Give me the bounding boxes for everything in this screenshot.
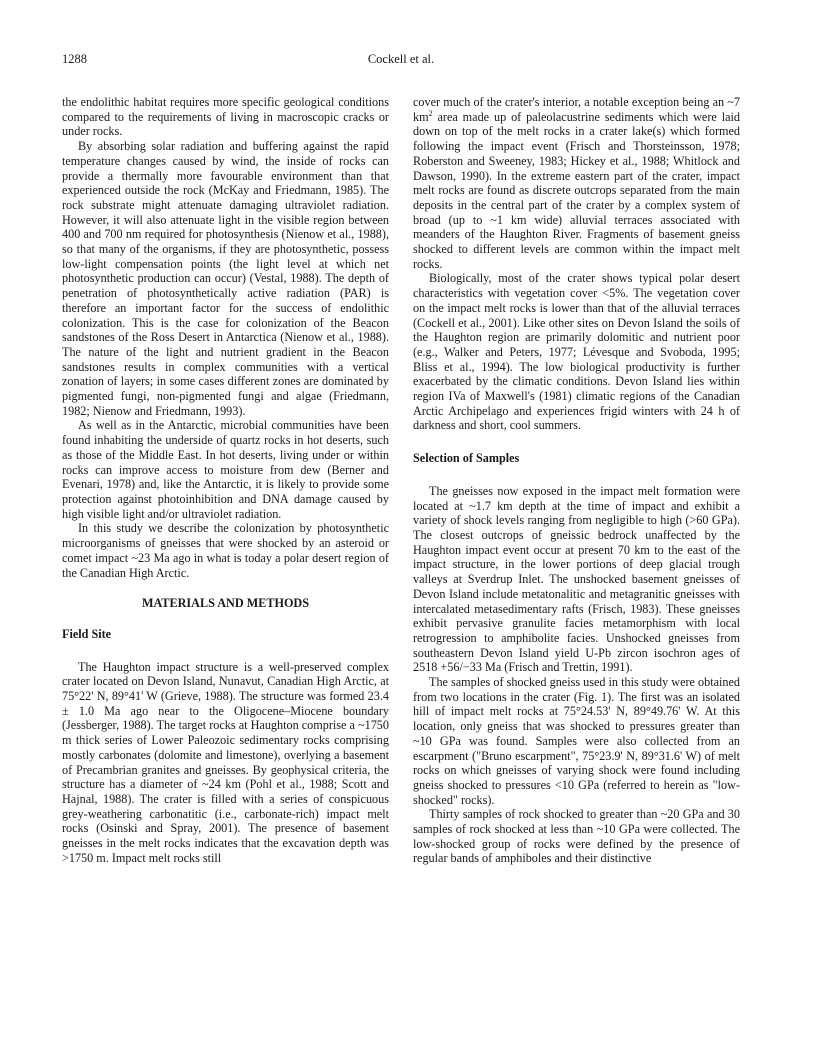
page-number: 1288: [62, 52, 87, 66]
subsection-heading: Selection of Samples: [413, 451, 520, 466]
paragraph: As well as in the Antarctic, microbial communities have been found inhabiting the underside of quartz rocks in hot deserts, such as those of the Middle East. In hot deserts, living under or within rocks can improve access to moisture from dew (Berner and Evenari, 1978) and, like the Antarctic, it is likely to provide some protection against photoinhibition and DNA damage caused by high visible light and/or ultraviolet radiation.: [62, 418, 389, 521]
right-column: [413, 95, 740, 866]
page-header: [62, 52, 740, 70]
paragraph: The gneisses now exposed in the impact melt formation were located at ~1.7 km depth at the time of impact and exhibit a variety of shock levels ranging from negligible to high (>60 GPa). The closest outcrops of gneissic bedrock unaffected by the Haughton impact event occur at present 70 km to the east of the impact structure, in the lower portions of deep glacial trough valleys at Sverdrup Inlet. The unshocked basement gneisses of Devon Island include metatonalitic and metagranitic gneisses with intercalated metasedimentary rafts (Frisch, 1983). These gneisses exhibit pervasive granulite facies metamorphism with local retrogression to amphibolite facies. Unshocked gneisses from southeastern Devon Island yield U-Pb zircon isochron ages of 2518 +56/−33 Ma (Frisch and Trettin, 1991).: [413, 483, 740, 675]
superscript: 2: [428, 108, 433, 118]
paragraph: The Haughton impact structure is a well-preserved complex crater located on Devon Island, Nunavut, Canadian High Arctic, at 75°22' N, 89°41' W (Grieve, 1988). The structure was formed 23.4 ± 1.0 Ma ago near to the Oligocene–Miocene boundary (Jessberger, 1988). The target rocks at Haughton comprise a ~1750 m thick series of Lower Paleozoic sedimentary rocks comprising mostly carbonates (dolomite and limestone), overlying a basement of Precambrian granites and gneisses. By geophysical criteria, the structure has a diameter of ~24 km (Pohl et al., 1988; Scott and Hajnal, 1988). The crater is filled with a series of conspicuous grey-weathering carbonatitic (i.e., carbonate-rich) impact melt rocks (Osinski and Spray, 2001). The presence of basement gneisses in the melt rocks indicates that the excavation depth was >1750 m. Impact melt rocks still: [62, 659, 389, 865]
paragraph: Biologically, most of the crater shows typical polar desert characteristics with vegetation cover <5%. The vegetation cover on the impact melt rocks is lower than that of the alluvial terraces (Cockell et al., 2001). Like other sites on Devon Island the soils of the Haughton region are primarily dolomitic and nutrient poor (e.g., Walker and Peters, 1977; Lévesque and Svoboda, 1995; Bliss et al., 1994). The low biological productivity is further exacerbated by the climatic conditions. Devon Island lies within region IVa of Maxwell's (1981) climatic regions of the Canadian Arctic Archipelago and experiences frigid winters with 24 h of darkness and short, cool summers.: [413, 271, 740, 433]
paragraph: Thirty samples of rock shocked to greater than ~20 GPa and 30 samples of rock shocked at less than ~10 GPa were collected. The low-shocked group of rocks were defined by the presence of regular bands of amphiboles and their distinctive: [413, 807, 740, 866]
running-title: Cockell et al.: [367, 52, 435, 66]
paragraph-text: cover much of the crater's interior, a notable exception being an ~7 km: [413, 95, 740, 124]
section-heading: MATERIALS AND METHODS: [141, 596, 310, 611]
left-column: [62, 95, 389, 865]
subsection-heading: Field Site: [62, 626, 112, 641]
paragraph: The samples of shocked gneiss used in this study were obtained from two locations in the crater (Fig. 1). The first was an isolated hill of impact melt rocks at 75°24.53' N, 89°49.76' W. At this location, only gneiss that was shocked to pressures greater than ~10 GPa was found. Samples were also collected from an escarpment ("Bruno escarpment", 75°23.9' N, 89°31.6' W) of melt rocks on which gneisses of varying shock were found including gneiss shocked to pressures <10 GPa (referred to herein as "low-shocked" rocks).: [413, 675, 740, 807]
paragraph: [413, 95, 740, 271]
paragraph: the endolithic habitat requires more specific geological conditions compared to the requirements of living in macroscopic cracks or under rocks.: [62, 95, 389, 139]
paragraph: By absorbing solar radiation and buffering against the rapid temperature changes caused by wind, the inside of rocks can provide a thermally more favourable environment than that experienced outside the rock (McKay and Friedmann, 1985). The rock substrate might attenuate damaging ultraviolet radiation. However, it will also attenuate light in the visible region between 400 and 700 nm required for photosynthesis (Nienow et al., 1988), so that many of the organisms, if they are photosynthetic, possess low-light compensation points (the light level at which net photosynthetic production can occur) (Vestal, 1988). The depth of penetration of photosynthetically active radiation (PAR) is therefore an important factor for the success of endolithic colonization. This is the case for colonization of the Beacon sandstones of the Ross Desert in Antarctica (Nienow et al., 1988). The nature of the light and nutrient gradient in the Beacon sandstones results in complex communities with a vertical zonation of layers; in some cases different zones are dominated by pigmented fungi, non-pigmented fungi and algae (Friedmann, 1982; Nienow and Friedmann, 1993).: [62, 139, 389, 418]
paragraph: In this study we describe the colonization by photosynthetic microorganisms of gneisses that were shocked by an asteroid or comet impact ~23 Ma ago in what is today a polar desert region of the Canadian High Arctic.: [62, 521, 389, 580]
paragraph-text: area made up of paleolacustrine sediments which were laid down on top of the melt rocks in a crater lake(s) which formed following the impact event (Frisch and Thorsteinsson, 1978; Roberston and Sweeney, 1983; Hickey et al., 1988; Whitlock and Dawson, 1990). In the extreme eastern part of the crater, impact melt rocks are found as discrete outcrops separated from the main deposits in the central part of the crater by a complex system of broad (up to ~1 km wide) alluvial terraces associated with meanders of the Haughton River. Fragments of basement gneiss shocked to different levels are common within the impact melt rocks.: [413, 109, 740, 271]
